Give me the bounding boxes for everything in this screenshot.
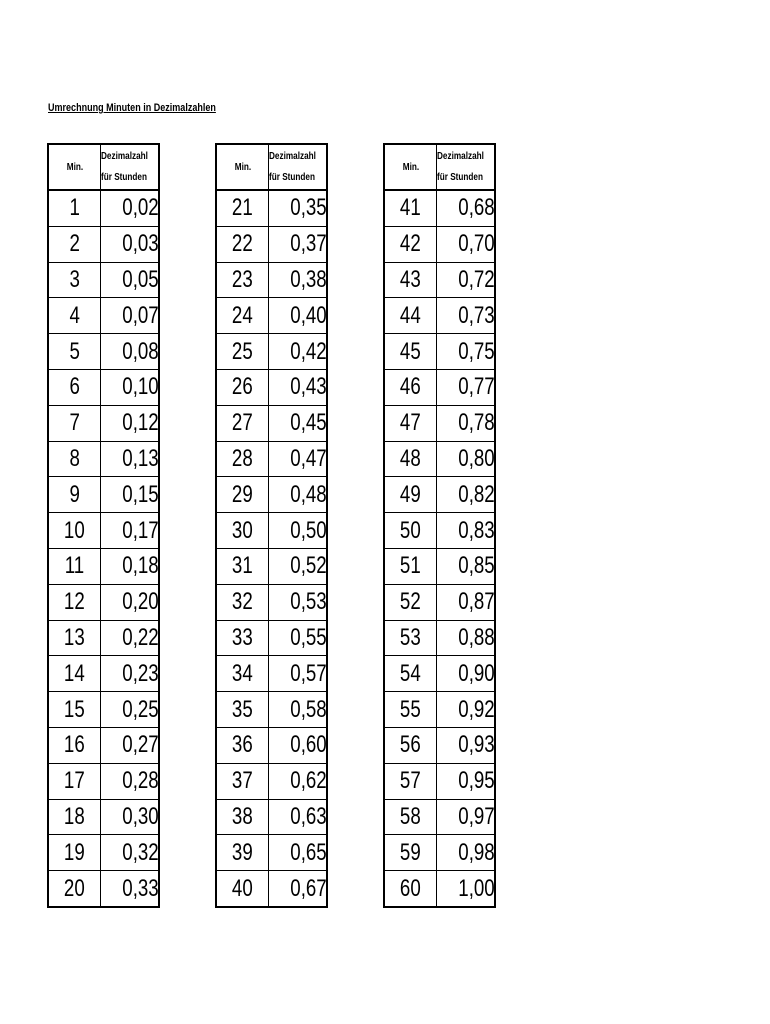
decimal-hours-cell: 0,42: [269, 334, 328, 370]
decimal-hours-cell: 0,45: [269, 405, 328, 441]
table-row: [48, 548, 159, 584]
decimal-hours-cell: 0,10: [101, 369, 160, 405]
table-row: [216, 477, 327, 513]
minutes-cell: 58: [384, 799, 437, 835]
table-row: [384, 298, 495, 334]
minutes-cell: 56: [384, 727, 437, 763]
minutes-cell: 53: [384, 620, 437, 656]
table-row: [216, 226, 327, 262]
decimal-hours-cell: 0,82: [437, 477, 496, 513]
decimal-hours-cell: 0,58: [269, 692, 328, 728]
decimal-hours-cell: 0,13: [101, 441, 160, 477]
minutes-cell: 8: [48, 441, 101, 477]
conversion-table-1: [47, 143, 160, 908]
decimal-hours-cell: 0,40: [269, 298, 328, 334]
table-row: [384, 190, 495, 226]
table-row: [216, 262, 327, 298]
decimal-hours-cell: 0,95: [437, 763, 496, 799]
minutes-cell: 3: [48, 262, 101, 298]
decimal-hours-cell: 0,68: [437, 190, 496, 226]
table-row: [216, 727, 327, 763]
minutes-cell: 35: [216, 692, 269, 728]
minutes-cell: 5: [48, 334, 101, 370]
minutes-cell: 12: [48, 584, 101, 620]
decimal-hours-cell: 0,02: [101, 190, 160, 226]
decimal-hours-cell: 0,65: [269, 835, 328, 871]
decimal-hours-cell: 0,93: [437, 727, 496, 763]
decimal-hours-cell: 0,27: [101, 727, 160, 763]
table-row: [216, 871, 327, 907]
decimal-hours-cell: 0,75: [437, 334, 496, 370]
decimal-hours-cell: 0,22: [101, 620, 160, 656]
table-row: [216, 441, 327, 477]
table-row: [48, 226, 159, 262]
minutes-cell: 36: [216, 727, 269, 763]
decimal-hours-cell: 0,67: [269, 871, 328, 907]
table-row: [48, 477, 159, 513]
table-row: [216, 369, 327, 405]
minutes-cell: 30: [216, 513, 269, 549]
table-row: [384, 799, 495, 835]
minutes-cell: 11: [48, 548, 101, 584]
decimal-hours-cell: 0,28: [101, 763, 160, 799]
decimal-hours-cell: 0,98: [437, 835, 496, 871]
table-row: [48, 871, 159, 907]
page-title: Umrechnung Minuten in Dezimalzahlen: [48, 102, 216, 114]
table-row: [48, 620, 159, 656]
minutes-cell: 44: [384, 298, 437, 334]
minutes-cell: 6: [48, 369, 101, 405]
decimal-hours-cell: 0,18: [101, 548, 160, 584]
decimal-hours-cell: 1,00: [437, 871, 496, 907]
minutes-cell: 23: [216, 262, 269, 298]
table-row: [48, 763, 159, 799]
minutes-cell: 52: [384, 584, 437, 620]
table-row: [384, 835, 495, 871]
table-row: [216, 620, 327, 656]
minutes-cell: 29: [216, 477, 269, 513]
table-row: [384, 692, 495, 728]
table-row: [48, 369, 159, 405]
minutes-cell: 13: [48, 620, 101, 656]
minutes-cell: 60: [384, 871, 437, 907]
table-header-row: [384, 144, 495, 190]
table-row: [384, 369, 495, 405]
minutes-cell: 9: [48, 477, 101, 513]
minutes-cell: 21: [216, 190, 269, 226]
decimal-hours-cell: 0,60: [269, 727, 328, 763]
decimal-hours-cell: 0,32: [101, 835, 160, 871]
minutes-cell: 27: [216, 405, 269, 441]
table-row: [48, 584, 159, 620]
minutes-cell: 55: [384, 692, 437, 728]
decimal-hours-cell: 0,12: [101, 405, 160, 441]
decimal-hours-cell: 0,52: [269, 548, 328, 584]
minutes-cell: 14: [48, 656, 101, 692]
decimal-hours-cell: 0,85: [437, 548, 496, 584]
decimal-hours-cell: 0,05: [101, 262, 160, 298]
decimal-hours-cell: 0,83: [437, 513, 496, 549]
minutes-cell: 47: [384, 405, 437, 441]
minutes-cell: 1: [48, 190, 101, 226]
decimal-hours-cell: 0,90: [437, 656, 496, 692]
minutes-cell: 28: [216, 441, 269, 477]
table-row: [384, 871, 495, 907]
decimal-hours-cell: 0,73: [437, 298, 496, 334]
table-row: [216, 763, 327, 799]
table-row: [384, 262, 495, 298]
decimal-hours-cell: 0,23: [101, 656, 160, 692]
minutes-cell: 46: [384, 369, 437, 405]
decimal-hours-cell: 0,17: [101, 513, 160, 549]
table-row: [384, 584, 495, 620]
decimal-hours-cell: 0,80: [437, 441, 496, 477]
decimal-hours-cell: 0,53: [269, 584, 328, 620]
minutes-cell: 18: [48, 799, 101, 835]
table-row: [216, 298, 327, 334]
table-row: [384, 763, 495, 799]
table-header-row: [48, 144, 159, 190]
table-row: [384, 226, 495, 262]
decimal-hours-cell: 0,38: [269, 262, 328, 298]
table-row: [48, 799, 159, 835]
minutes-cell: 20: [48, 871, 101, 907]
minutes-cell: 25: [216, 334, 269, 370]
minutes-cell: 39: [216, 835, 269, 871]
table-row: [48, 190, 159, 226]
decimal-hours-cell: 0,63: [269, 799, 328, 835]
table-row: [216, 334, 327, 370]
table-row: [384, 620, 495, 656]
decimal-hours-cell: 0,07: [101, 298, 160, 334]
minutes-cell: 34: [216, 656, 269, 692]
header-minutes: Min.: [48, 144, 101, 190]
decimal-hours-cell: 0,78: [437, 405, 496, 441]
decimal-hours-cell: 0,25: [101, 692, 160, 728]
header-minutes: Min.: [216, 144, 269, 190]
table-row: [384, 656, 495, 692]
minutes-cell: 26: [216, 369, 269, 405]
decimal-hours-cell: 0,30: [101, 799, 160, 835]
decimal-hours-cell: 0,55: [269, 620, 328, 656]
table-row: [48, 727, 159, 763]
minutes-cell: 49: [384, 477, 437, 513]
decimal-hours-cell: 0,15: [101, 477, 160, 513]
minutes-cell: 15: [48, 692, 101, 728]
table-row: [216, 692, 327, 728]
table-row: [48, 405, 159, 441]
minutes-cell: 31: [216, 548, 269, 584]
header-decimal-hours: Dezimalzahl für Stunden: [437, 144, 496, 190]
minutes-cell: 32: [216, 584, 269, 620]
decimal-hours-cell: 0,70: [437, 226, 496, 262]
header-decimal-hours: Dezimalzahl für Stunden: [269, 144, 328, 190]
table-row: [48, 835, 159, 871]
minutes-cell: 50: [384, 513, 437, 549]
decimal-hours-cell: 0,57: [269, 656, 328, 692]
table-row: [384, 405, 495, 441]
table-row: [48, 262, 159, 298]
minutes-cell: 41: [384, 190, 437, 226]
table-row: [216, 190, 327, 226]
minutes-cell: 24: [216, 298, 269, 334]
minutes-cell: 43: [384, 262, 437, 298]
conversion-table-3: [383, 143, 496, 908]
decimal-hours-cell: 0,43: [269, 369, 328, 405]
minutes-cell: 16: [48, 727, 101, 763]
decimal-hours-cell: 0,35: [269, 190, 328, 226]
header-decimal-hours: Dezimalzahl für Stunden: [101, 144, 160, 190]
minutes-cell: 17: [48, 763, 101, 799]
minutes-cell: 7: [48, 405, 101, 441]
minutes-cell: 42: [384, 226, 437, 262]
minutes-cell: 40: [216, 871, 269, 907]
table-row: [384, 441, 495, 477]
minutes-cell: 2: [48, 226, 101, 262]
minutes-cell: 38: [216, 799, 269, 835]
minutes-cell: 57: [384, 763, 437, 799]
table-row: [48, 298, 159, 334]
minutes-cell: 45: [384, 334, 437, 370]
decimal-hours-cell: 0,20: [101, 584, 160, 620]
minutes-cell: 4: [48, 298, 101, 334]
table-row: [216, 584, 327, 620]
decimal-hours-cell: 0,50: [269, 513, 328, 549]
table-row: [48, 513, 159, 549]
decimal-hours-cell: 0,97: [437, 799, 496, 835]
minutes-cell: 37: [216, 763, 269, 799]
table-row: [216, 799, 327, 835]
decimal-hours-cell: 0,77: [437, 369, 496, 405]
decimal-hours-cell: 0,33: [101, 871, 160, 907]
table-row: [216, 405, 327, 441]
table-row: [384, 513, 495, 549]
minutes-cell: 59: [384, 835, 437, 871]
decimal-hours-cell: 0,92: [437, 692, 496, 728]
table-row: [384, 727, 495, 763]
minutes-cell: 10: [48, 513, 101, 549]
decimal-hours-cell: 0,72: [437, 262, 496, 298]
table-header-row: [216, 144, 327, 190]
decimal-hours-cell: 0,47: [269, 441, 328, 477]
table-row: [216, 656, 327, 692]
header-minutes: Min.: [384, 144, 437, 190]
minutes-cell: 48: [384, 441, 437, 477]
decimal-hours-cell: 0,62: [269, 763, 328, 799]
minutes-cell: 51: [384, 548, 437, 584]
minutes-cell: 22: [216, 226, 269, 262]
table-row: [384, 477, 495, 513]
minutes-cell: 54: [384, 656, 437, 692]
decimal-hours-cell: 0,37: [269, 226, 328, 262]
table-row: [216, 835, 327, 871]
table-row: [48, 656, 159, 692]
table-row: [48, 334, 159, 370]
table-row: [216, 513, 327, 549]
minutes-cell: 19: [48, 835, 101, 871]
conversion-table-2: [215, 143, 328, 908]
decimal-hours-cell: 0,08: [101, 334, 160, 370]
table-row: [48, 692, 159, 728]
table-row: [384, 548, 495, 584]
table-row: [384, 334, 495, 370]
decimal-hours-cell: 0,03: [101, 226, 160, 262]
table-row: [48, 441, 159, 477]
minutes-cell: 33: [216, 620, 269, 656]
table-row: [216, 548, 327, 584]
decimal-hours-cell: 0,48: [269, 477, 328, 513]
decimal-hours-cell: 0,87: [437, 584, 496, 620]
decimal-hours-cell: 0,88: [437, 620, 496, 656]
